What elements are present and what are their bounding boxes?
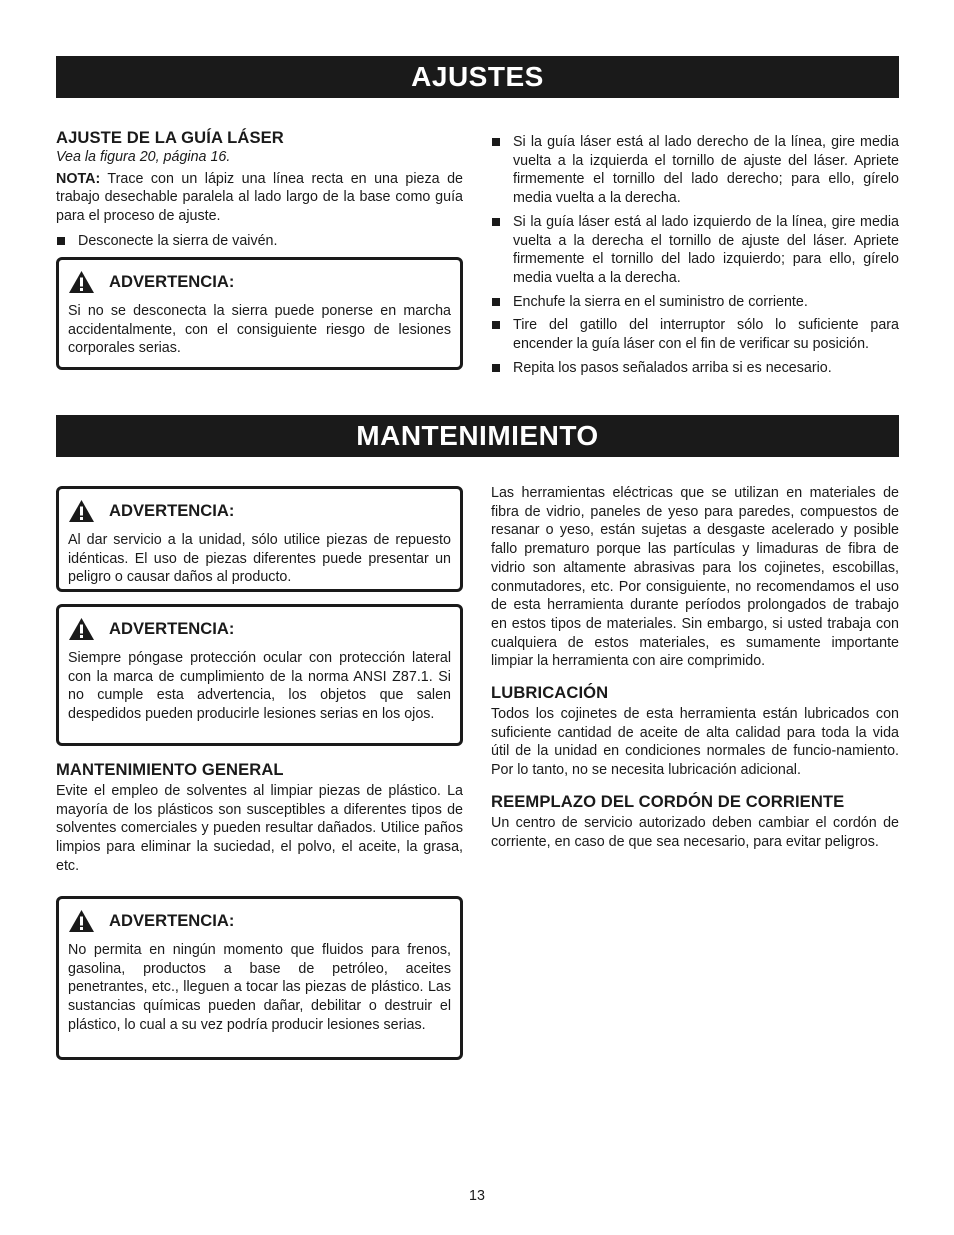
laser-heading: AJUSTE DE LA GUÍA LÁSER [56,128,284,147]
warning-title: ADVERTENCIA: [109,500,235,520]
page-number: 13 [469,1188,485,1204]
warning-text: Al dar servicio a la unidad, sólo utilice piezas de repuesto idénticas. El uso de piezas diferentes puede presentar un peligro o causar daños al producto. [68,532,451,586]
ajustes-banner [56,56,899,98]
nota-label: NOTA: [56,170,101,187]
list-item: Tire del gatillo del interruptor sólo lo suficiente para encender la guía láser con el fin de verificar su posición. [491,316,899,353]
list-item: Si la guía láser está al lado izquierdo de la línea, gire media vuelta a la derecha el tornillo de ajuste del láser. Apriete firmemente el tornillo del lado izquierdo; para ello, gírelo media vuelta a la derecha. [491,213,899,288]
laser-figure-ref: Vea la figura 20, página 16. [56,149,231,165]
warning-header [68,499,451,523]
warning-triangle-icon [68,499,95,523]
lubricacion-heading: LUBRICACIÓN [491,683,609,703]
list-item: Repita los pasos señalados arriba si es necesario. [491,359,899,378]
warning-box-repuestos [56,486,463,592]
general-heading: MANTENIMIENTO GENERAL [56,760,284,779]
mantenimiento-banner [56,415,899,457]
ajustes-right-list [491,133,899,377]
warning-header [68,909,451,933]
ajustes-right-column [491,133,899,382]
warning-box-fluidos [56,896,463,1060]
warning-triangle-icon [68,617,95,641]
warning-header [68,270,451,294]
mantenimiento-right-column [491,484,899,851]
warning-title: ADVERTENCIA: [109,271,235,291]
lubricacion-text: Todos los cojinetes de esta herramienta están lubricados con suficiente cantidad de aceite de alta calidad para toda la vida útil de la unidad en condiciones normales de funcio-namiento. Por lo tanto, no se necesita lubricación adicional. [491,706,899,779]
general-section [56,760,463,876]
intro-text: Las herramientas eléctricas que se utilizan en materiales de fibra de vidrio, paneles de yeso para paredes, compuestos de resanar o yeso, están sujetas a desgaste acelerado y posible fallo prematuro porque las partículas y limaduras de fibra de vidrio son altamente abrasivas para los cojinetes, escobillas, conmutadores, etc. Por consiguiente, no recomendamos el uso de esta herramienta durante períodos prolongados de trabajo en estos tipos de materiales. Sin embargo, si usted trabaja con cualquiera de estos materiales, es sumamente importante limpiar la herramienta con aire comprimido. [491,485,899,670]
list-item: Desconecte la sierra de vaivén. [56,232,463,251]
nota-text: Trace con un lápiz una línea recta en una pieza de trabajo desechable paralela al lado largo de la base como guía para el proceso de ajuste. [56,170,463,225]
nota-paragraph [56,170,463,226]
cordon-text: Un centro de servicio autorizado deben cambiar el cordón de corriente, en caso de que sea necesario, para evitar peligros. [491,814,899,850]
ajustes-title: AJUSTES [411,61,544,92]
warning-box-ajustes [56,257,463,370]
warning-text: No permita en ningún momento que fluidos para frenos, gasolina, productos a base de petróleo, aceites penetrantes, etc., lleguen a tocar las piezas de plástico. Las sustancias químicas pueden dañar, debilitar o destruir el plástico, lo cual a su vez podría producir lesiones serias. [68,942,451,1033]
list-item: Si la guía láser está al lado derecho de la línea, gire media vuelta a la izquierda el tornillo de ajuste del láser. Apriete firmemente el tornillo del lado derecho; para ello, gírelo media vuelta a la derecha. [491,133,899,208]
warning-header [68,617,451,641]
ajustes-left-column [56,128,463,256]
warning-triangle-icon [68,909,95,933]
warning-text: Si no se desconecta la sierra puede ponerse en marcha accidentalmente, con el consiguiente riesgo de lesiones corporales serias. [68,303,451,357]
warning-triangle-icon [68,270,95,294]
general-text: Evite el empleo de solventes al limpiar piezas de plástico. La mayoría de los plásticos son susceptibles a diferentes tipos de solventes comerciales y pueden resultar dañados. Utilice paños limpios para eliminar la suciedad, el polvo, el aceite, la grasa, etc. [56,783,463,874]
cordon-heading: REEMPLAZO DEL CORDÓN DE CORRIENTE [491,791,845,811]
warning-box-proteccion [56,604,463,746]
mantenimiento-title: MANTENIMIENTO [356,420,599,451]
warning-title: ADVERTENCIA: [109,618,235,638]
ajustes-left-list [56,232,463,251]
warning-text: Siempre póngase protección ocular con protección lateral con la marca de cumplimiento de la norma ANSI Z87.1. Si no cumple esta advertencia, los objetos que salen despedidos pueden producirle lesiones serias en los ojos. [68,650,451,723]
list-item: Enchufe la sierra en el suministro de corriente. [491,293,899,312]
warning-title: ADVERTENCIA: [109,910,235,930]
